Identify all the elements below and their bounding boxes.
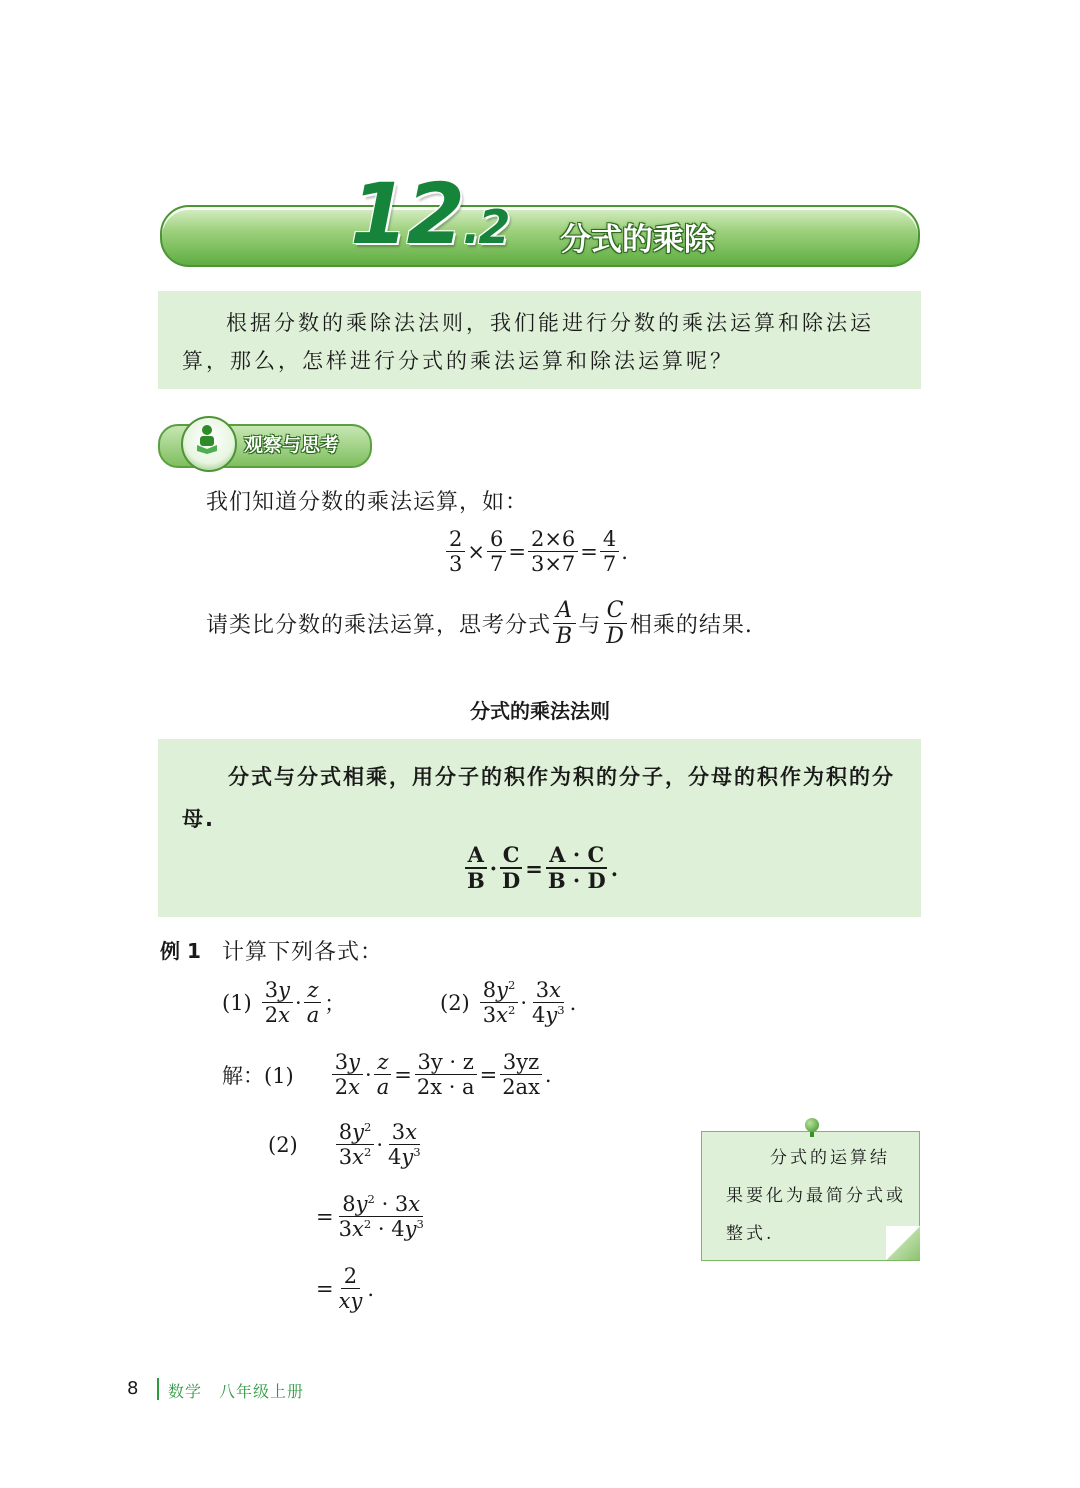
rule-text: 分式与分式相乘，用分子的积作为积的分子，分母的积作为积的分母. [182,765,895,831]
observe-line2: 请类比分数的乘法运算，思考分式 $\frac{A}{B}$ 与 $\frac{C}{D}$ 相乘的结果. [206,598,753,650]
intro-text: 根据分数的乘除法法则，我们能进行分数的乘法运算和除法运算，那么，怎样进行分式的乘法运算和除法运算呢？ [182,311,874,373]
book-title: 数学 八年级上册 [168,1382,305,1401]
pin-icon [805,1118,819,1132]
section-title: 分式的乘除 [560,222,715,258]
rule-formula: $\frac{A}{B}$ · $\frac{C}{D}$ = $\frac{A \cdot C}{B \cdot D}$ . [0,843,1080,893]
section-number: 12.2 [350,165,509,263]
solution-part2-step3: = $\frac{2}{xy}$ . [316,1264,375,1314]
reading-person-icon-glyph [196,424,218,454]
solution-part1: 解：(1) $\frac{3y}{2x}$ · $\frac{z}{a}$ = $\frac{3y \cdot z}{2x \cdot a}$ = $\frac{3yz}{2ax}$ . [222,1050,552,1100]
observe-line1: 我们知道分数的乘法运算，如： [206,490,529,515]
section-banner [160,205,920,267]
example-prompt: 计算下列各式： [222,940,384,965]
example-part1: (1) $\frac{3y}{2x}$ · $\frac{z}{a}$ ； [222,978,346,1028]
solution-part2-step1: (2) $\frac{8y^2}{3x^2}$ · $\frac{3x}{4y^3}$ [268,1120,421,1170]
footer-divider [157,1378,159,1400]
rule-heading: 分式的乘法法则 [470,699,610,723]
note-text: 分式的运算结果要化为最简分式或整式. [726,1148,906,1244]
page-number: 8 [127,1378,139,1399]
fraction-example: $\frac{2}{3}$ × $\frac{6}{7}$ = $\frac{2\times 6}{3\times 7}$ = $\frac{4}{7}$ . [444,527,628,576]
solution-part2-step2: = $\frac{8y^2 \cdot 3x}{3x^2 \cdot 4y^3}$ [316,1192,424,1242]
example-label: 例 1 [160,939,201,963]
example-part2: (2) $\frac{8y^2}{3x^2}$ · $\frac{3x}{4y^3}$ . [440,978,577,1028]
observe-tag-label: 观察与思考 [244,434,340,456]
